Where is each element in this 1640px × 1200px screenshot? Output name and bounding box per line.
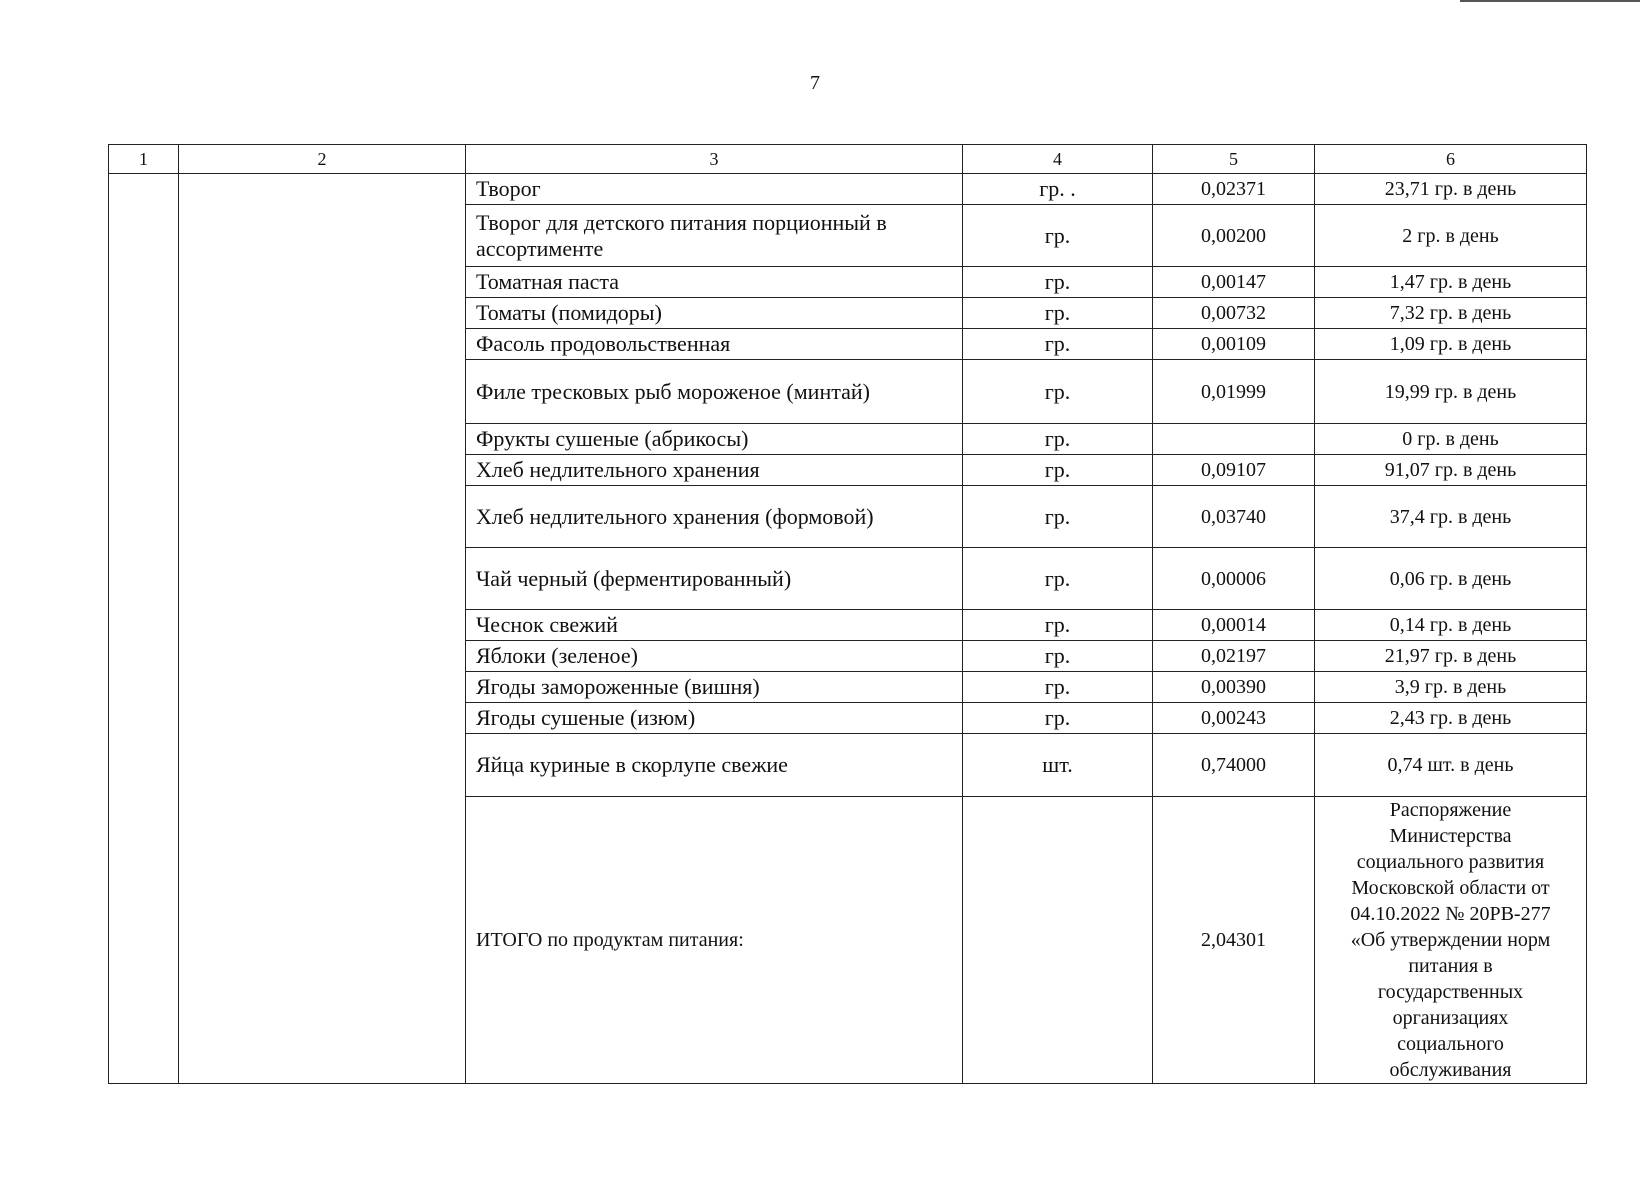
quantity-cell: 0,00200: [1153, 205, 1315, 267]
daily-norm-cell: 23,71 гр. в день: [1315, 174, 1587, 205]
unit-cell: гр. .: [963, 174, 1153, 205]
unit-cell: гр.: [963, 329, 1153, 360]
daily-norm-cell: 91,07 гр. в день: [1315, 455, 1587, 486]
daily-norm-cell: 21,97 гр. в день: [1315, 641, 1587, 672]
product-name-cell: Чеснок свежий: [466, 610, 963, 641]
product-name-cell: Фрукты сушеные (абрикосы): [466, 424, 963, 455]
table-row: [109, 174, 1587, 205]
food-norms-table: [108, 144, 1587, 1084]
daily-norm-cell: 1,09 гр. в день: [1315, 329, 1587, 360]
legal-basis-line: социального развития: [1356, 851, 1545, 873]
quantity-cell: 0,03740: [1153, 486, 1315, 548]
header-cell-1: 1: [109, 145, 179, 174]
quantity-cell: 0,00006: [1153, 548, 1315, 610]
quantity-cell: 0,00109: [1153, 329, 1315, 360]
quantity-cell: 0,00147: [1153, 267, 1315, 298]
legal-basis-line: Распоряжение: [1389, 799, 1512, 821]
page-number: 7: [810, 72, 820, 94]
daily-norm-cell: 0,06 гр. в день: [1315, 548, 1587, 610]
unit-cell: гр.: [963, 610, 1153, 641]
unit-cell: гр.: [963, 703, 1153, 734]
daily-norm-cell: 37,4 гр. в день: [1315, 486, 1587, 548]
daily-norm-cell: 2,43 гр. в день: [1315, 703, 1587, 734]
product-name-cell: Творог: [466, 174, 963, 205]
daily-norm-cell: 0,14 гр. в день: [1315, 610, 1587, 641]
quantity-cell: [1153, 424, 1315, 455]
unit-cell: гр.: [963, 486, 1153, 548]
product-name-cell: Филе тресковых рыб мороженое (минтай): [466, 360, 963, 424]
product-name-cell: Фасоль продовольственная: [466, 329, 963, 360]
quantity-cell: 0,00390: [1153, 672, 1315, 703]
quantity-cell: 0,02197: [1153, 641, 1315, 672]
total-label-cell: ИТОГО по продуктам питания:: [466, 797, 963, 1084]
daily-norm-cell: 1,47 гр. в день: [1315, 267, 1587, 298]
daily-norm-cell: 19,99 гр. в день: [1315, 360, 1587, 424]
legal-basis-line: организациях: [1392, 1007, 1509, 1029]
unit-cell: гр.: [963, 424, 1153, 455]
legal-basis-line: Министерства: [1389, 825, 1512, 847]
legal-basis-line: обслуживания: [1389, 1059, 1512, 1081]
unit-cell: гр.: [963, 205, 1153, 267]
product-name-cell: Яйца куриные в скорлупе свежие: [466, 734, 963, 797]
product-name-cell: Томатная паста: [466, 267, 963, 298]
quantity-cell: 0,02371: [1153, 174, 1315, 205]
product-name-cell: Хлеб недлительного хранения: [466, 455, 963, 486]
legal-basis-line: питания в: [1408, 955, 1493, 977]
product-name-cell: Томаты (помидоры): [466, 298, 963, 329]
legal-basis-line: социального: [1397, 1033, 1504, 1055]
top-edge-rule: [1460, 0, 1640, 2]
legal-basis-line: «Об утверждении норм: [1350, 929, 1551, 951]
daily-norm-cell: 7,32 гр. в день: [1315, 298, 1587, 329]
total-quantity-cell: 2,04301: [1153, 797, 1315, 1084]
daily-norm-cell: 2 гр. в день: [1315, 205, 1587, 267]
header-cell-6: 6: [1315, 145, 1587, 174]
quantity-cell: 0,00732: [1153, 298, 1315, 329]
unit-cell: гр.: [963, 672, 1153, 703]
unit-cell: гр.: [963, 360, 1153, 424]
daily-norm-cell: 3,9 гр. в день: [1315, 672, 1587, 703]
legal-basis-line: Московской области от: [1351, 877, 1550, 899]
header-cell-3: 3: [466, 145, 963, 174]
daily-norm-cell: 0,74 шт. в день: [1315, 734, 1587, 797]
product-name-cell: Хлеб недлительного хранения (формовой): [466, 486, 963, 548]
quantity-cell: 0,09107: [1153, 455, 1315, 486]
legal-basis-cell: [1315, 797, 1587, 1084]
product-name-cell: Чай черный (ферментированный): [466, 548, 963, 610]
unit-cell: гр.: [963, 548, 1153, 610]
product-name-cell: Творог для детского питания порционный в ассортименте: [466, 205, 963, 267]
legal-basis-line: 04.10.2022 № 20РВ-277: [1350, 903, 1551, 925]
total-unit-cell: [963, 797, 1153, 1084]
unit-cell: шт.: [963, 734, 1153, 797]
unit-cell: гр.: [963, 298, 1153, 329]
product-name-cell: Ягоды сушеные (изюм): [466, 703, 963, 734]
daily-norm-cell: 0 гр. в день: [1315, 424, 1587, 455]
header-row: [109, 145, 1587, 174]
header-cell-5: 5: [1153, 145, 1315, 174]
quantity-cell: 0,00014: [1153, 610, 1315, 641]
unit-cell: гр.: [963, 267, 1153, 298]
quantity-cell: 0,00243: [1153, 703, 1315, 734]
product-name-cell: Ягоды замороженные (вишня): [466, 672, 963, 703]
unit-cell: гр.: [963, 641, 1153, 672]
unit-cell: гр.: [963, 455, 1153, 486]
legal-basis-line: государственных: [1377, 981, 1524, 1003]
quantity-cell: 0,74000: [1153, 734, 1315, 797]
column-2-merged-cell: [179, 174, 466, 1084]
product-name-cell: Яблоки (зеленое): [466, 641, 963, 672]
column-1-merged-cell: [109, 174, 179, 1084]
header-cell-2: 2: [179, 145, 466, 174]
header-cell-4: 4: [963, 145, 1153, 174]
quantity-cell: 0,01999: [1153, 360, 1315, 424]
